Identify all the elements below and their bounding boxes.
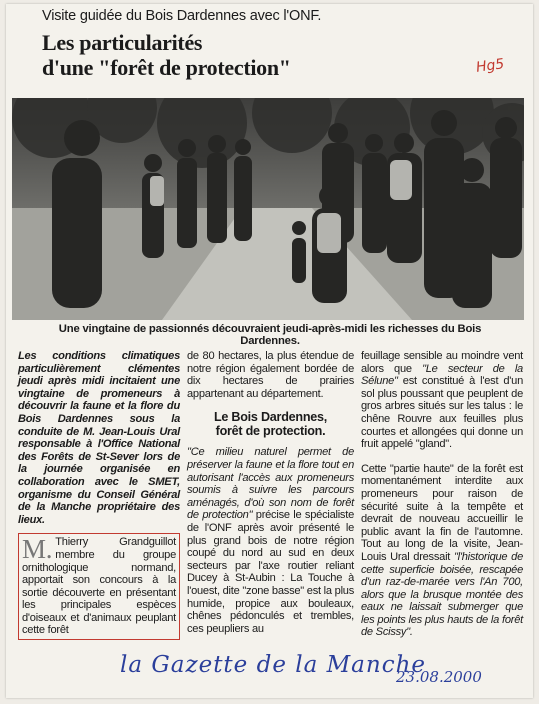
handwritten-mark: Hg5 [475,56,506,76]
article-column-2 [187,350,354,635]
group-walking-photo [12,98,524,320]
column-2-paragraph-2-text: précise le spécialiste de l'ONF après avoir présenté le plus grand bois de notre région coupé du nord au sud en deux secteurs par l'axe routier reliant Ducey à St-Aubin : La Touche à l'ouest, dite "zone basse" est la plus humide, propice aux bouleaux, chênes pédonculés et trembles, ces peupliers au [187,509,355,635]
handwritten-source: la Gazette de la Manche [120,652,427,678]
column-3-paragraph-1 [361,350,523,451]
article-subheading [187,410,354,438]
highlighted-paragraph-text: Thierry Grandguillot membre du groupe ornithologique normand, apportait son concours à la sortie découverte en présentant les principales espèces d'oiseaux et d'animaux peuplant cette forêt [22,536,176,637]
headline-line-2: d'une "forêt de protection" [42,55,291,80]
article-headline [42,30,291,80]
subheading-line-2: forêt de protection. [215,424,326,439]
article-column-1 [18,350,180,640]
article-column-3 [361,350,523,639]
headline-line-1: Les particularités [42,30,203,55]
subheading-line-1: Le Bois Dardennes, [213,410,328,425]
column-3-text-a: feuillage sensible au moindre vent alors que [361,350,523,375]
quote-text: "Ce milieu naturel permet de préserver la faune et la flore tout en autorisant l'accès aux promeneurs soumis à suivre les parcours aménagés, d'où son nom de forêt de protection" [187,446,354,522]
column-2-paragraph-2 [187,446,354,635]
column-2-paragraph-1: de 80 hectares, la plus étendue de notre région également bordée de dix hectares de prairies appartenant au département. [187,350,354,400]
column-3-paragraph-2 [361,463,523,639]
column-3-text-b: est constitué à l'est d'un sol plus poussant que peuplent de gros arbres situés sur les talus : le chêne Rouvre aux feuilles plus courtes et allongées qui donne un fruit appelé "gland". [361,375,523,451]
article-lead-paragraph: Les conditions climatiques particulièrement clémentes jeudi après midi incitaient une vingtaine de promeneurs à découvrir la faune et la flore du Bois Dardennes sous la conduite de M. Jean-Louis Ural responsable à l'Office National des Forêts de St-Sever lors de la journée organisée en collaboration avec le SMET, organisme du Conseil Général de la Manche propriétaire des lieux. [18,350,180,526]
photo-caption: Une vingtaine de passionnés découvraient jeudi-après-midi les richesses du Bois Dardennes. [58,323,482,347]
handwritten-date: 23.08.2000 [396,668,482,686]
article-photo [12,98,524,320]
highlighted-paragraph [18,533,180,640]
column-3-text-c: Cette "partie haute" de la forêt est momentanément interdite aux promeneurs pour raison de sécurité suite à la tempête et devrait de nouveau accueillir le public avant la fin de l'automne. Tout au long de la visite, Jean-Louis Ural dressait [361,462,523,563]
sector-quote: "Le secteur de la Sélune" [361,362,523,388]
article-kicker: Visite guidée du Bois Dardennes avec l'ONF. [42,8,322,24]
history-quote: "l'historique de cette superficie boisée, rescapée d'un raz-de-marée vers l'An 700, alors que la brusque montée des eaux ne laissait submerger que les points les plus hauts de la forêt de Scissy". [361,550,523,639]
drop-cap: M. [22,534,53,565]
